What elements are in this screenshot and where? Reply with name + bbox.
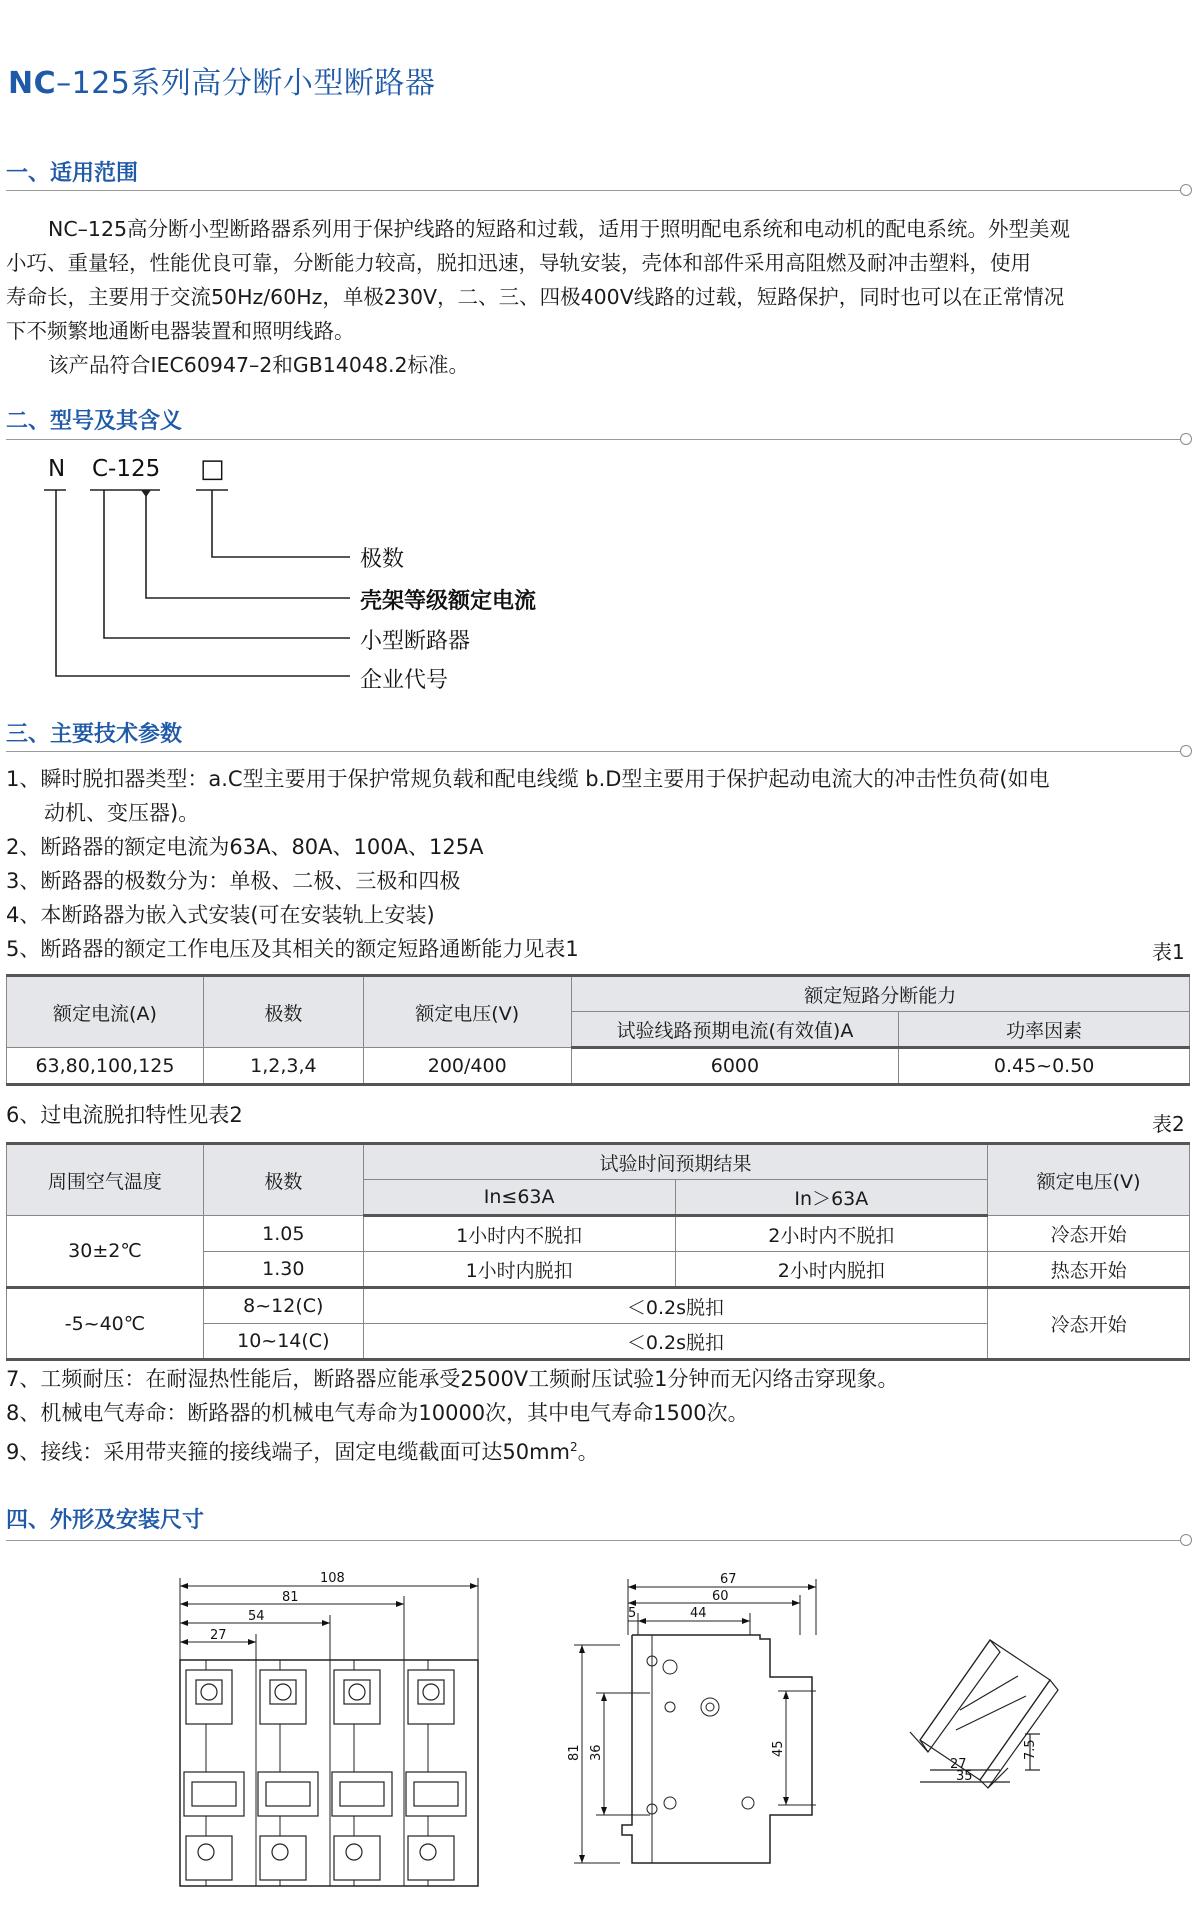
dim-60: 60 <box>712 1589 729 1604</box>
dim-27: 27 <box>950 1757 967 1772</box>
params-list <box>6 762 1196 966</box>
table2-label: 表2 <box>1152 1112 1185 1136</box>
dim-44: 44 <box>690 1606 707 1621</box>
dim-81: 81 <box>282 1590 299 1605</box>
section-heading-dimensions: 四、外形及安装尺寸 <box>6 1508 205 1533</box>
table-cell: 63,80,100,125 <box>7 1048 204 1085</box>
din-rail-drawing <box>900 1620 1080 1800</box>
dim-36: 36 <box>589 1744 604 1761</box>
th-rated-voltage: 额定电压(V) <box>988 1144 1190 1216</box>
param-item: 3、断路器的极数分为：单极、二极、三极和四极 <box>6 869 461 893</box>
table-cell: 1小时内脱扣 <box>363 1252 675 1288</box>
th-rated-current: 额定电流(A) <box>7 976 204 1048</box>
dim-54: 54 <box>248 1609 265 1624</box>
dim-108: 108 <box>320 1571 345 1586</box>
table-cell: 冷态开始 <box>988 1288 1190 1360</box>
table-row <box>7 1288 1190 1324</box>
table-cell: 10~14(C) <box>203 1324 363 1360</box>
divider <box>6 1540 1186 1541</box>
th-expected-result: 试验时间预期结果 <box>363 1144 987 1180</box>
dim-45: 45 <box>771 1740 786 1757</box>
param-item <box>6 1430 1196 1469</box>
table-cell: 1,2,3,4 <box>203 1048 363 1085</box>
divider <box>6 439 1186 440</box>
param-item: 5、断路器的额定工作电压及其相关的额定短路通断能力见表1 <box>6 937 579 961</box>
table-cell: 2小时内脱扣 <box>675 1252 988 1288</box>
side-view-drawing <box>560 1565 860 1885</box>
th-breaking-capacity: 额定短路分断能力 <box>571 976 1189 1012</box>
divider <box>6 751 1186 752</box>
table-cell: ＜0.2s脱扣 <box>363 1288 987 1324</box>
param-item: 2、断路器的额定电流为63A、80A、100A、125A <box>6 835 484 859</box>
scope-line: 小巧、重量轻，性能优良可靠，分断能力较高，脱扣迅速，导轨安装，壳体和部件采用高阻燃及耐冲击塑料，使用 <box>6 251 1031 275</box>
scope-line: 该产品符合IEC60947–2和GB14048.2标准。 <box>48 353 470 377</box>
th-power-factor: 功率因素 <box>899 1012 1190 1048</box>
section-heading-scope: 一、适用范围 <box>6 161 139 186</box>
model-label-mcb: 小型断路器 <box>360 629 471 654</box>
divider-end-circle <box>1180 184 1192 196</box>
th-rated-voltage: 额定电压(V) <box>363 976 571 1048</box>
model-code-c125: C-125 <box>92 456 161 482</box>
th-test-current: 试验线路预期电流(有效值)A <box>571 1012 899 1048</box>
scope-line: 下不频繁地通断电器装置和照明线路。 <box>6 319 355 343</box>
table-cell: 200/400 <box>363 1048 571 1085</box>
dim-27: 27 <box>210 1628 227 1643</box>
table-overcurrent-trip <box>6 1142 1190 1361</box>
table1-label: 表1 <box>1152 940 1185 964</box>
param-item: 7、工频耐压：在耐湿热性能后，断路器应能承受2500V工频耐压试验1分钟而无闪络击穿现象。 <box>6 1367 899 1391</box>
model-label-company-code: 企业代号 <box>360 668 449 693</box>
section-heading-params: 三、主要技术参数 <box>6 722 183 747</box>
table-cell: 6000 <box>571 1048 899 1085</box>
scope-paragraph <box>6 212 1196 382</box>
table-row <box>7 1216 1190 1252</box>
model-code-n: N <box>48 456 66 482</box>
table-cell: 1.30 <box>203 1252 363 1288</box>
param-item: 1、瞬时脱扣器类型：a.C型主要用于保护常规负载和配电线缆 b.D型主要用于保护起动电流大的冲击性负荷(如电 <box>6 767 1050 791</box>
model-label-frame-current: 壳架等级额定电流 <box>360 589 537 614</box>
table-cell: ＜0.2s脱扣 <box>363 1324 987 1360</box>
table-cell: -5~40℃ <box>7 1288 204 1360</box>
scope-line: NC–125高分断小型断路器系列用于保护线路的短路和过载，适用于照明配电系统和电动机的配电系统。外型美观 <box>48 217 1071 241</box>
param-item: 8、机械电气寿命：断路器的机械电气寿命为10000次，其中电气寿命1500次。 <box>6 1401 749 1425</box>
param-item-end: 。 <box>577 1440 599 1464</box>
dim-81: 81 <box>567 1744 582 1761</box>
th-in-le-63: In≤63A <box>363 1180 675 1216</box>
table-cell: 冷态开始 <box>988 1216 1190 1252</box>
front-view-drawing <box>160 1560 500 1900</box>
divider <box>6 190 1186 191</box>
superscript: 2 <box>570 1440 578 1454</box>
table-cell: 0.45~0.50 <box>899 1048 1190 1085</box>
table-cell: 1.05 <box>203 1216 363 1252</box>
table-cell: 8~12(C) <box>203 1288 363 1324</box>
scope-line: 寿命长，主要用于交流50Hz/60Hz，单极230V，二、三、四极400V线路的过载，短路保护，同时也可以在正常情况 <box>6 285 1065 309</box>
dim-5: 5 <box>628 1606 637 1621</box>
th-poles: 极数 <box>203 976 363 1048</box>
param-item6: 6、过电流脱扣特性见表2 <box>6 1103 243 1127</box>
table-cell: 热态开始 <box>988 1252 1190 1288</box>
divider-end-circle <box>1180 1534 1192 1546</box>
model-label-poles: 极数 <box>360 547 405 572</box>
table-cell: 1小时内不脱扣 <box>363 1216 675 1252</box>
param-item-cont: 动机、变压器)。 <box>44 801 200 825</box>
model-code-box: □ <box>200 454 225 484</box>
pole-modules <box>184 1670 466 1880</box>
th-poles: 极数 <box>203 1144 363 1216</box>
params-list-tail <box>6 1362 1196 1469</box>
param-item-text: 9、接线：采用带夹箍的接线端子，固定电缆截面可达50mm <box>6 1440 570 1464</box>
page-title: NC–125系列高分断小型断路器 <box>8 66 436 101</box>
th-in-gt-63: In＞63A <box>675 1180 988 1216</box>
divider-end-circle <box>1180 433 1192 445</box>
table-row <box>7 1048 1190 1085</box>
table-rated-breaking <box>6 974 1190 1086</box>
divider-end-circle <box>1180 745 1192 757</box>
param-item: 4、本断路器为嵌入式安装(可在安装轨上安装) <box>6 903 435 927</box>
th-ambient-temp: 周围空气温度 <box>7 1144 204 1216</box>
section-heading-model: 二、型号及其含义 <box>6 409 183 434</box>
table-cell: 2小时内不脱扣 <box>675 1216 988 1252</box>
dim-67: 67 <box>720 1572 737 1587</box>
dim-35: 35 <box>956 1769 973 1784</box>
dim-7-5: 7.5 <box>1023 1739 1038 1760</box>
table-cell: 30±2℃ <box>7 1216 204 1288</box>
